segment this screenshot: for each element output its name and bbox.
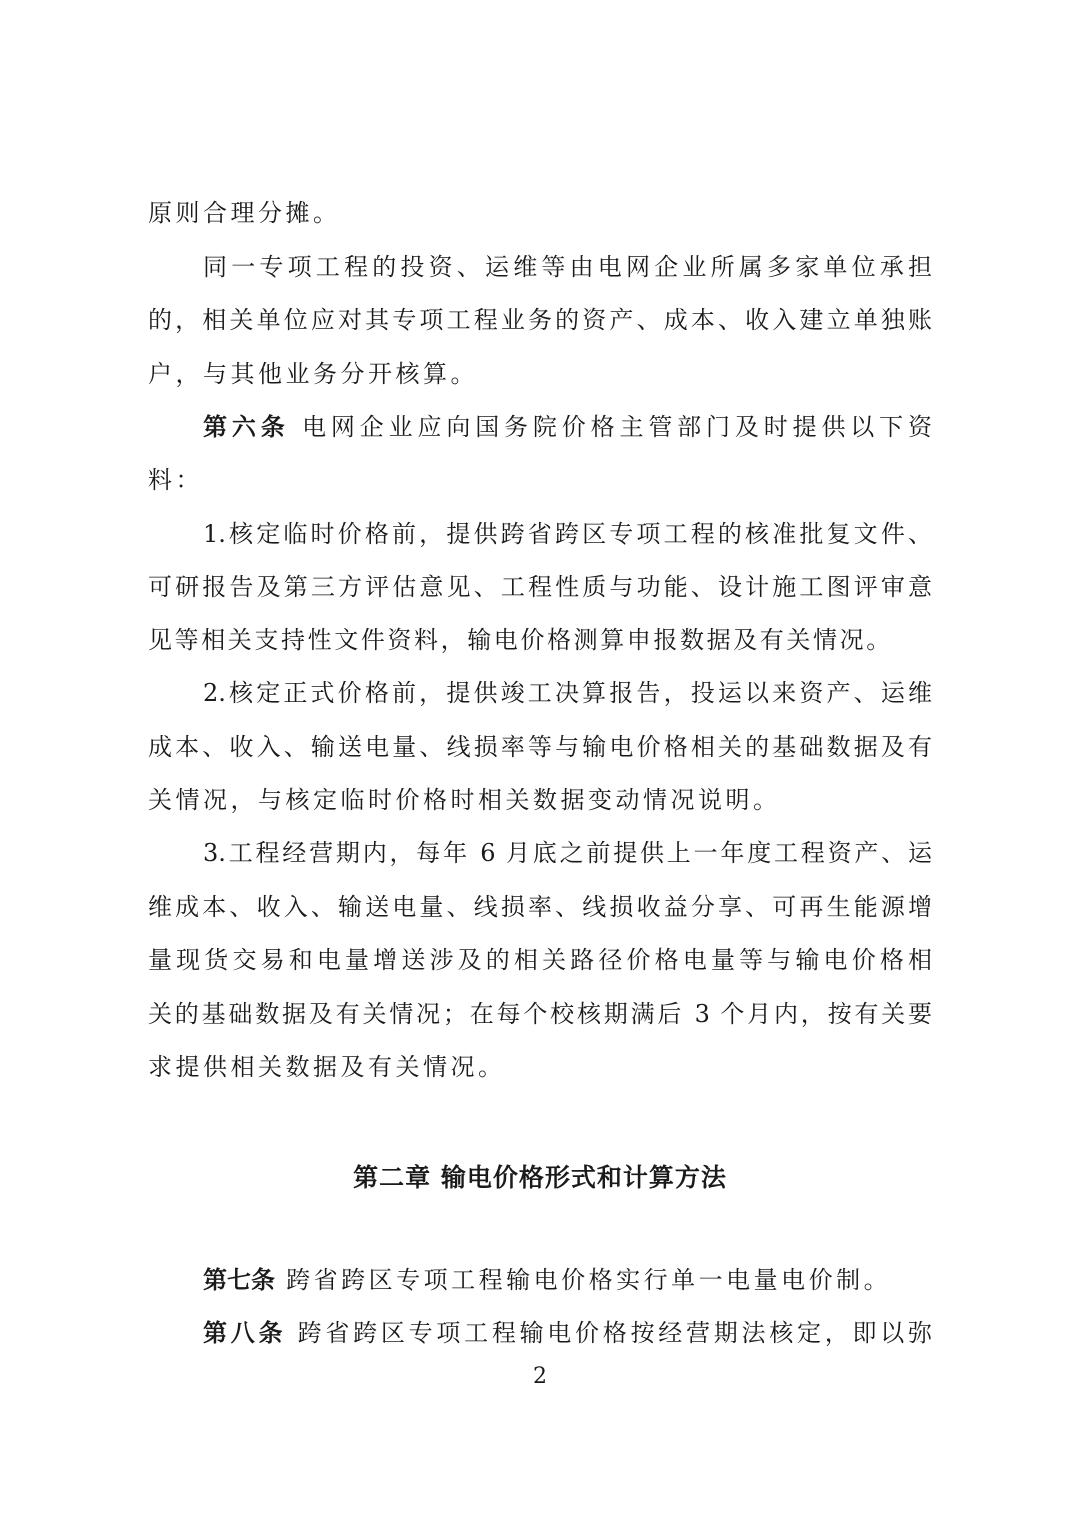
- list-item-3: 3.工程经营期内，每年 6 月底之前提供上一年度工程资产、运: [203, 839, 932, 867]
- page-number: 2: [533, 1364, 547, 1389]
- paragraph-line: 量现货交易和电量增送涉及的相关路径价格电量等与输电价格相: [148, 946, 932, 974]
- list-item-2: 2.核定正式价格前，提供竣工决算报告，投运以来资产、运维: [203, 679, 932, 707]
- article-6-line: [203, 412, 932, 442]
- article-7-label: 第七条: [203, 1266, 275, 1294]
- chapter-heading: 第二章 输电价格形式和计算方法: [353, 1163, 727, 1192]
- article-6-text: 电网企业应向国务院价格主管部门及时提供以下资: [302, 413, 933, 441]
- paragraph-line: 见等相关支持性文件资料，输电价格测算申报数据及有关情况。: [148, 626, 893, 654]
- list-item-1: 1.核定临时价格前，提供跨省跨区专项工程的核准批复文件、: [203, 520, 932, 548]
- paragraph-line: 原则合理分摊。: [148, 199, 341, 227]
- article-6-label: 第六条: [203, 413, 290, 441]
- paragraph-line: 维成本、收入、输送电量、线损率、线损收益分享、可再生能源增: [148, 893, 932, 921]
- article-7-text: 跨省跨区专项工程输电价格实行单一电量电价制。: [286, 1266, 892, 1294]
- paragraph-line: 同一专项工程的投资、运维等由电网企业所属多家单位承担: [203, 253, 932, 281]
- paragraph-line: 可研报告及第三方评估意见、工程性质与功能、设计施工图评审意: [148, 573, 932, 601]
- paragraph-line: 关情况，与核定临时价格时相关数据变动情况说明。: [148, 786, 781, 814]
- paragraph-line: 关的基础数据及有关情况；在每个校核期满后 3 个月内，按有关要: [148, 1000, 932, 1028]
- paragraph-line: 求提供相关数据及有关情况。: [148, 1053, 506, 1081]
- article-8-label: 第八条: [203, 1319, 287, 1347]
- paragraph-line: 料：: [148, 466, 203, 494]
- article-8-line: [203, 1318, 932, 1348]
- paragraph-line: 成本、收入、输送电量、线损率等与输电价格相关的基础数据及有: [148, 733, 932, 761]
- article-8-text: 跨省跨区专项工程输电价格按经营期法核定，即以弥: [297, 1319, 932, 1347]
- paragraph-line: 户，与其他业务分开核算。: [148, 360, 478, 388]
- paragraph-line: 的，相关单位应对其专项工程业务的资产、成本、收入建立单独账: [148, 306, 932, 334]
- article-7-line: [203, 1265, 932, 1295]
